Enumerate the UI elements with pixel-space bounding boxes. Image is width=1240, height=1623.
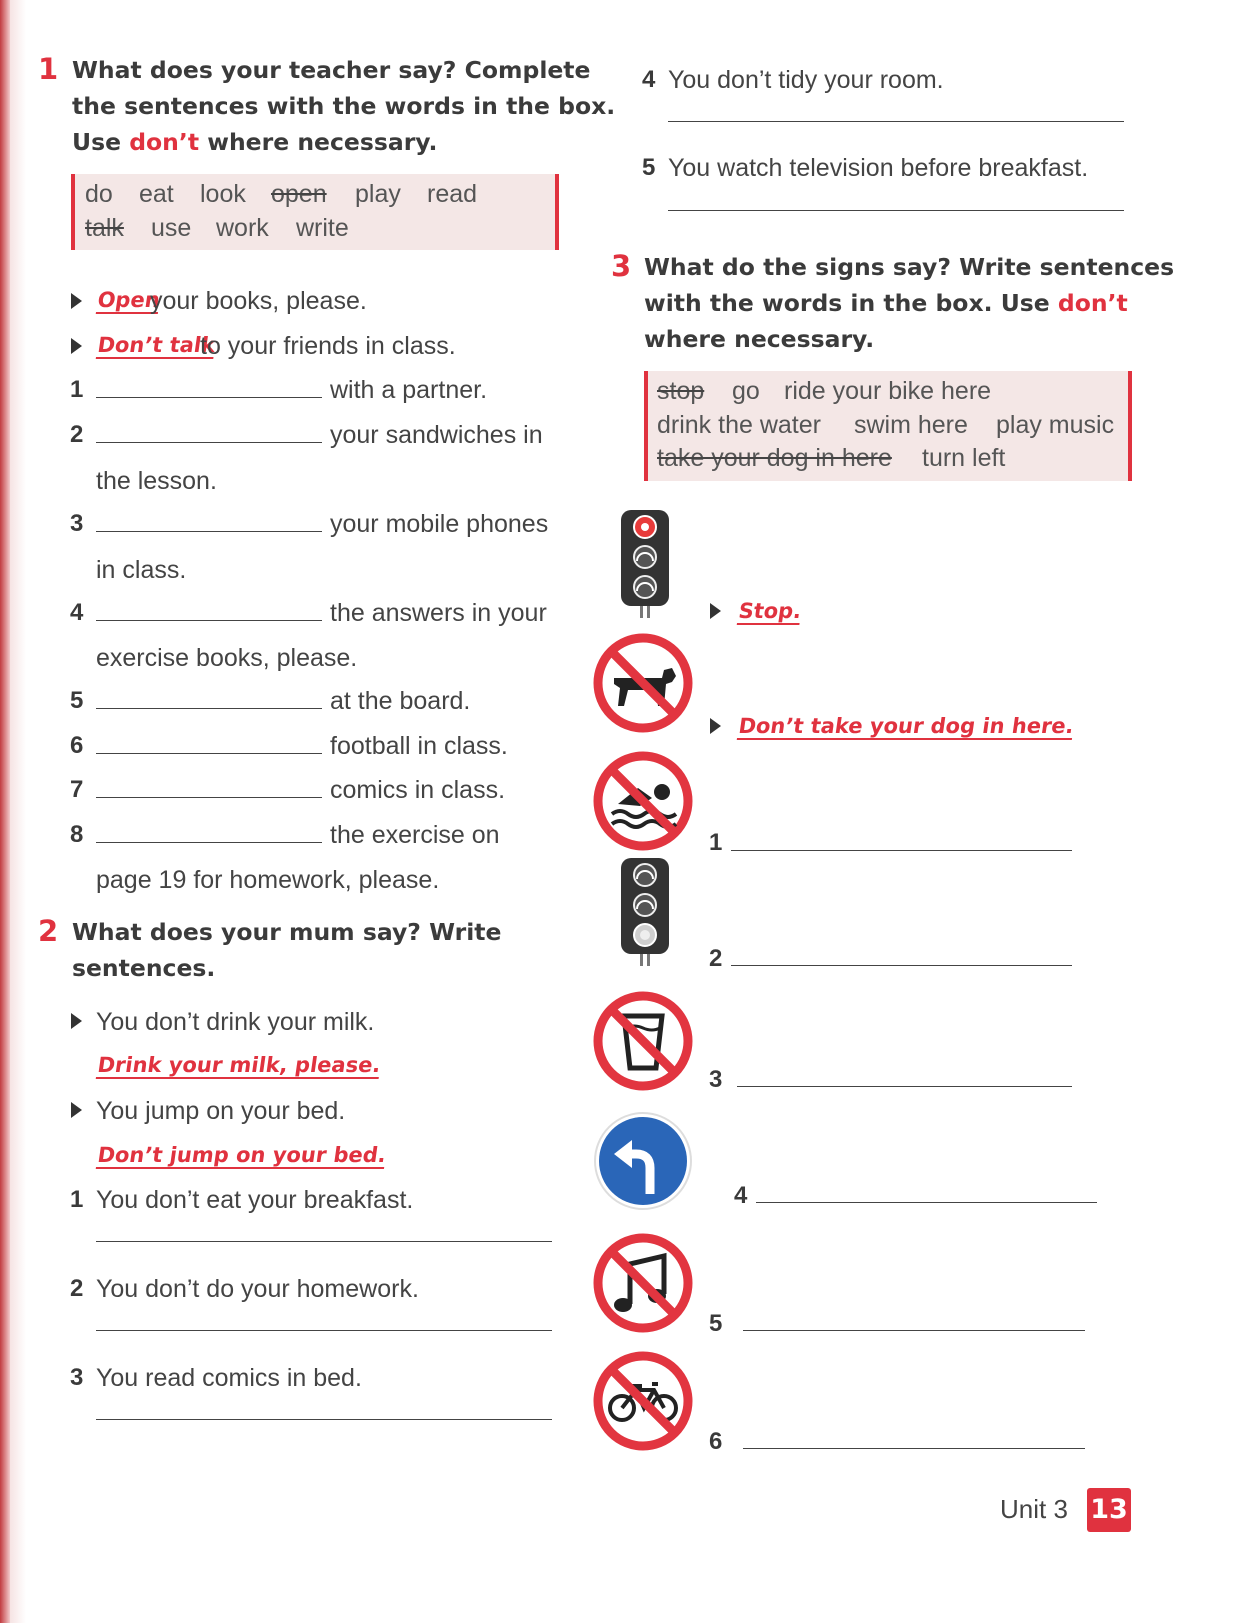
item-text: the answers in your [330, 599, 547, 627]
instruction-line [72, 124, 615, 160]
answer-line[interactable] [737, 1086, 1072, 1087]
answer-line[interactable] [96, 531, 322, 532]
item-number: 3 [70, 1364, 84, 1391]
box-word: do [85, 180, 113, 208]
item-number: 2 [70, 1275, 84, 1302]
box-word: drink the water [657, 411, 821, 439]
item-text: You read comics in bed. [96, 1364, 362, 1392]
item-number: 6 [709, 1428, 723, 1455]
item-text: You don’t eat your breakfast. [96, 1186, 414, 1214]
box-word-crossed: take your dog in here [657, 444, 892, 472]
answer-line[interactable] [96, 620, 322, 621]
no-swimming-sign-icon [592, 750, 694, 852]
answer-line[interactable] [96, 442, 322, 443]
traffic-light-green-icon [618, 856, 672, 968]
answer-line[interactable] [96, 397, 322, 398]
item-number: 6 [70, 732, 84, 759]
box-word: swim here [854, 411, 968, 439]
item-text: the exercise on [330, 821, 500, 849]
item-number: 1 [70, 1186, 84, 1213]
example-marker-icon [71, 338, 82, 354]
unit-label: Unit 3 [1000, 1494, 1068, 1524]
item-text: You don’t do your homework. [96, 1275, 419, 1303]
item-text: your mobile phones [330, 510, 549, 538]
no-bikes-sign-icon [592, 1350, 694, 1452]
exercise-1-number: 1 [38, 52, 59, 86]
item-continuation: exercise books, please. [96, 644, 358, 672]
example-answer: Stop. [737, 599, 803, 623]
item-text: with a partner. [330, 376, 488, 404]
answer-line[interactable] [756, 1202, 1097, 1203]
exercise-1-instruction [72, 52, 615, 160]
example-marker-icon [710, 718, 721, 734]
box-word: look [200, 180, 246, 208]
answer-line[interactable] [96, 842, 322, 843]
instruction-line: What does your teacher say? Complete [72, 56, 591, 84]
item-number: 5 [70, 687, 84, 714]
item-continuation: page 19 for homework, please. [96, 866, 440, 894]
answer-line[interactable] [96, 797, 322, 798]
instruction-line [644, 285, 1174, 321]
example-answer: Don’t jump on your bed. [96, 1143, 388, 1167]
item-number: 1 [70, 376, 84, 403]
exercise-3-word-box [644, 371, 1132, 481]
example-answer: Drink your milk, please. [96, 1053, 383, 1077]
box-word: play music [996, 411, 1115, 439]
instruction-text: where necessary. [199, 128, 438, 156]
page-spine-shadow [0, 0, 10, 1623]
answer-line[interactable] [743, 1330, 1085, 1331]
example-marker-icon [71, 1013, 82, 1029]
item-text: your sandwiches in [330, 421, 543, 449]
item-number: 3 [70, 510, 84, 537]
no-drinking-sign-icon [592, 990, 694, 1092]
item-number: 4 [734, 1182, 748, 1209]
instruction-text: Use [72, 128, 130, 156]
box-word-crossed: talk [85, 214, 124, 242]
item-number: 5 [709, 1310, 723, 1337]
exercise-1-word-box [71, 174, 559, 250]
exercise-2-number: 2 [38, 914, 59, 948]
instruction-line: sentences. [72, 954, 216, 982]
instruction-line: where necessary. [644, 325, 875, 353]
no-music-sign-icon [592, 1232, 694, 1334]
item-number: 7 [70, 776, 84, 803]
turn-left-sign-icon [592, 1110, 694, 1212]
instruction-line: the sentences with the words in the box. [72, 92, 616, 120]
box-word: use [151, 214, 192, 242]
example-marker-icon [71, 293, 82, 309]
example-text: your books, please. [150, 287, 367, 315]
example-marker-icon [71, 1102, 82, 1118]
box-word: turn left [922, 444, 1006, 472]
item-text: You watch television before breakfast. [668, 154, 1089, 182]
instruction-line: What does your mum say? Write [72, 918, 502, 946]
item-number: 1 [709, 829, 723, 856]
instruction-highlight: don’t [1057, 289, 1128, 317]
item-continuation: the lesson. [96, 467, 217, 495]
answer-line[interactable] [96, 753, 322, 754]
item-text: comics in class. [330, 776, 506, 804]
example-answer: Don’t take your dog in here. [737, 714, 1076, 738]
box-word: read [427, 180, 478, 208]
answer-line[interactable] [96, 1241, 552, 1242]
box-word: work [216, 214, 269, 242]
example-prompt: You jump on your bed. [96, 1097, 346, 1125]
exercise-2-instruction [72, 914, 501, 986]
traffic-light-red-icon [618, 508, 672, 620]
exercise-3-instruction [644, 249, 1174, 357]
example-answer: Open [96, 288, 162, 312]
page-number: 13 [1087, 1488, 1131, 1532]
answer-line[interactable] [668, 210, 1124, 211]
item-number: 4 [70, 599, 84, 626]
exercise-3-number: 3 [611, 249, 632, 283]
box-word: play [355, 180, 401, 208]
instruction-text: with the words in the box. Use [644, 289, 1058, 317]
answer-line[interactable] [668, 121, 1124, 122]
box-word: eat [139, 180, 174, 208]
example-text: to your friends in class. [200, 332, 456, 360]
item-number: 5 [642, 154, 656, 181]
box-word-crossed: open [271, 180, 327, 208]
box-word-crossed: stop [657, 377, 705, 405]
item-continuation: in class. [96, 556, 187, 584]
answer-line[interactable] [96, 708, 322, 709]
item-number: 2 [709, 945, 723, 972]
box-word: go [732, 377, 760, 405]
instruction-highlight: don’t [129, 128, 200, 156]
box-word: write [296, 214, 349, 242]
item-number: 8 [70, 821, 84, 848]
answer-line[interactable] [743, 1448, 1085, 1449]
instruction-line: What do the signs say? Write sentences [644, 253, 1175, 281]
example-prompt: You don’t drink your milk. [96, 1008, 375, 1036]
page-spine-fade [10, 0, 26, 1623]
no-dogs-sign-icon [592, 632, 694, 734]
example-answer: Don’t talk [96, 333, 217, 357]
item-text: at the board. [330, 687, 471, 715]
item-text: You don’t tidy your room. [668, 66, 944, 94]
item-number: 4 [642, 66, 656, 93]
example-marker-icon [710, 603, 721, 619]
box-word: ride your bike here [784, 377, 992, 405]
answer-line[interactable] [96, 1419, 552, 1420]
answer-line[interactable] [96, 1330, 552, 1331]
item-text: football in class. [330, 732, 508, 760]
item-number: 3 [709, 1066, 723, 1093]
item-number: 2 [70, 421, 84, 448]
answer-line[interactable] [731, 850, 1072, 851]
answer-line[interactable] [731, 965, 1072, 966]
